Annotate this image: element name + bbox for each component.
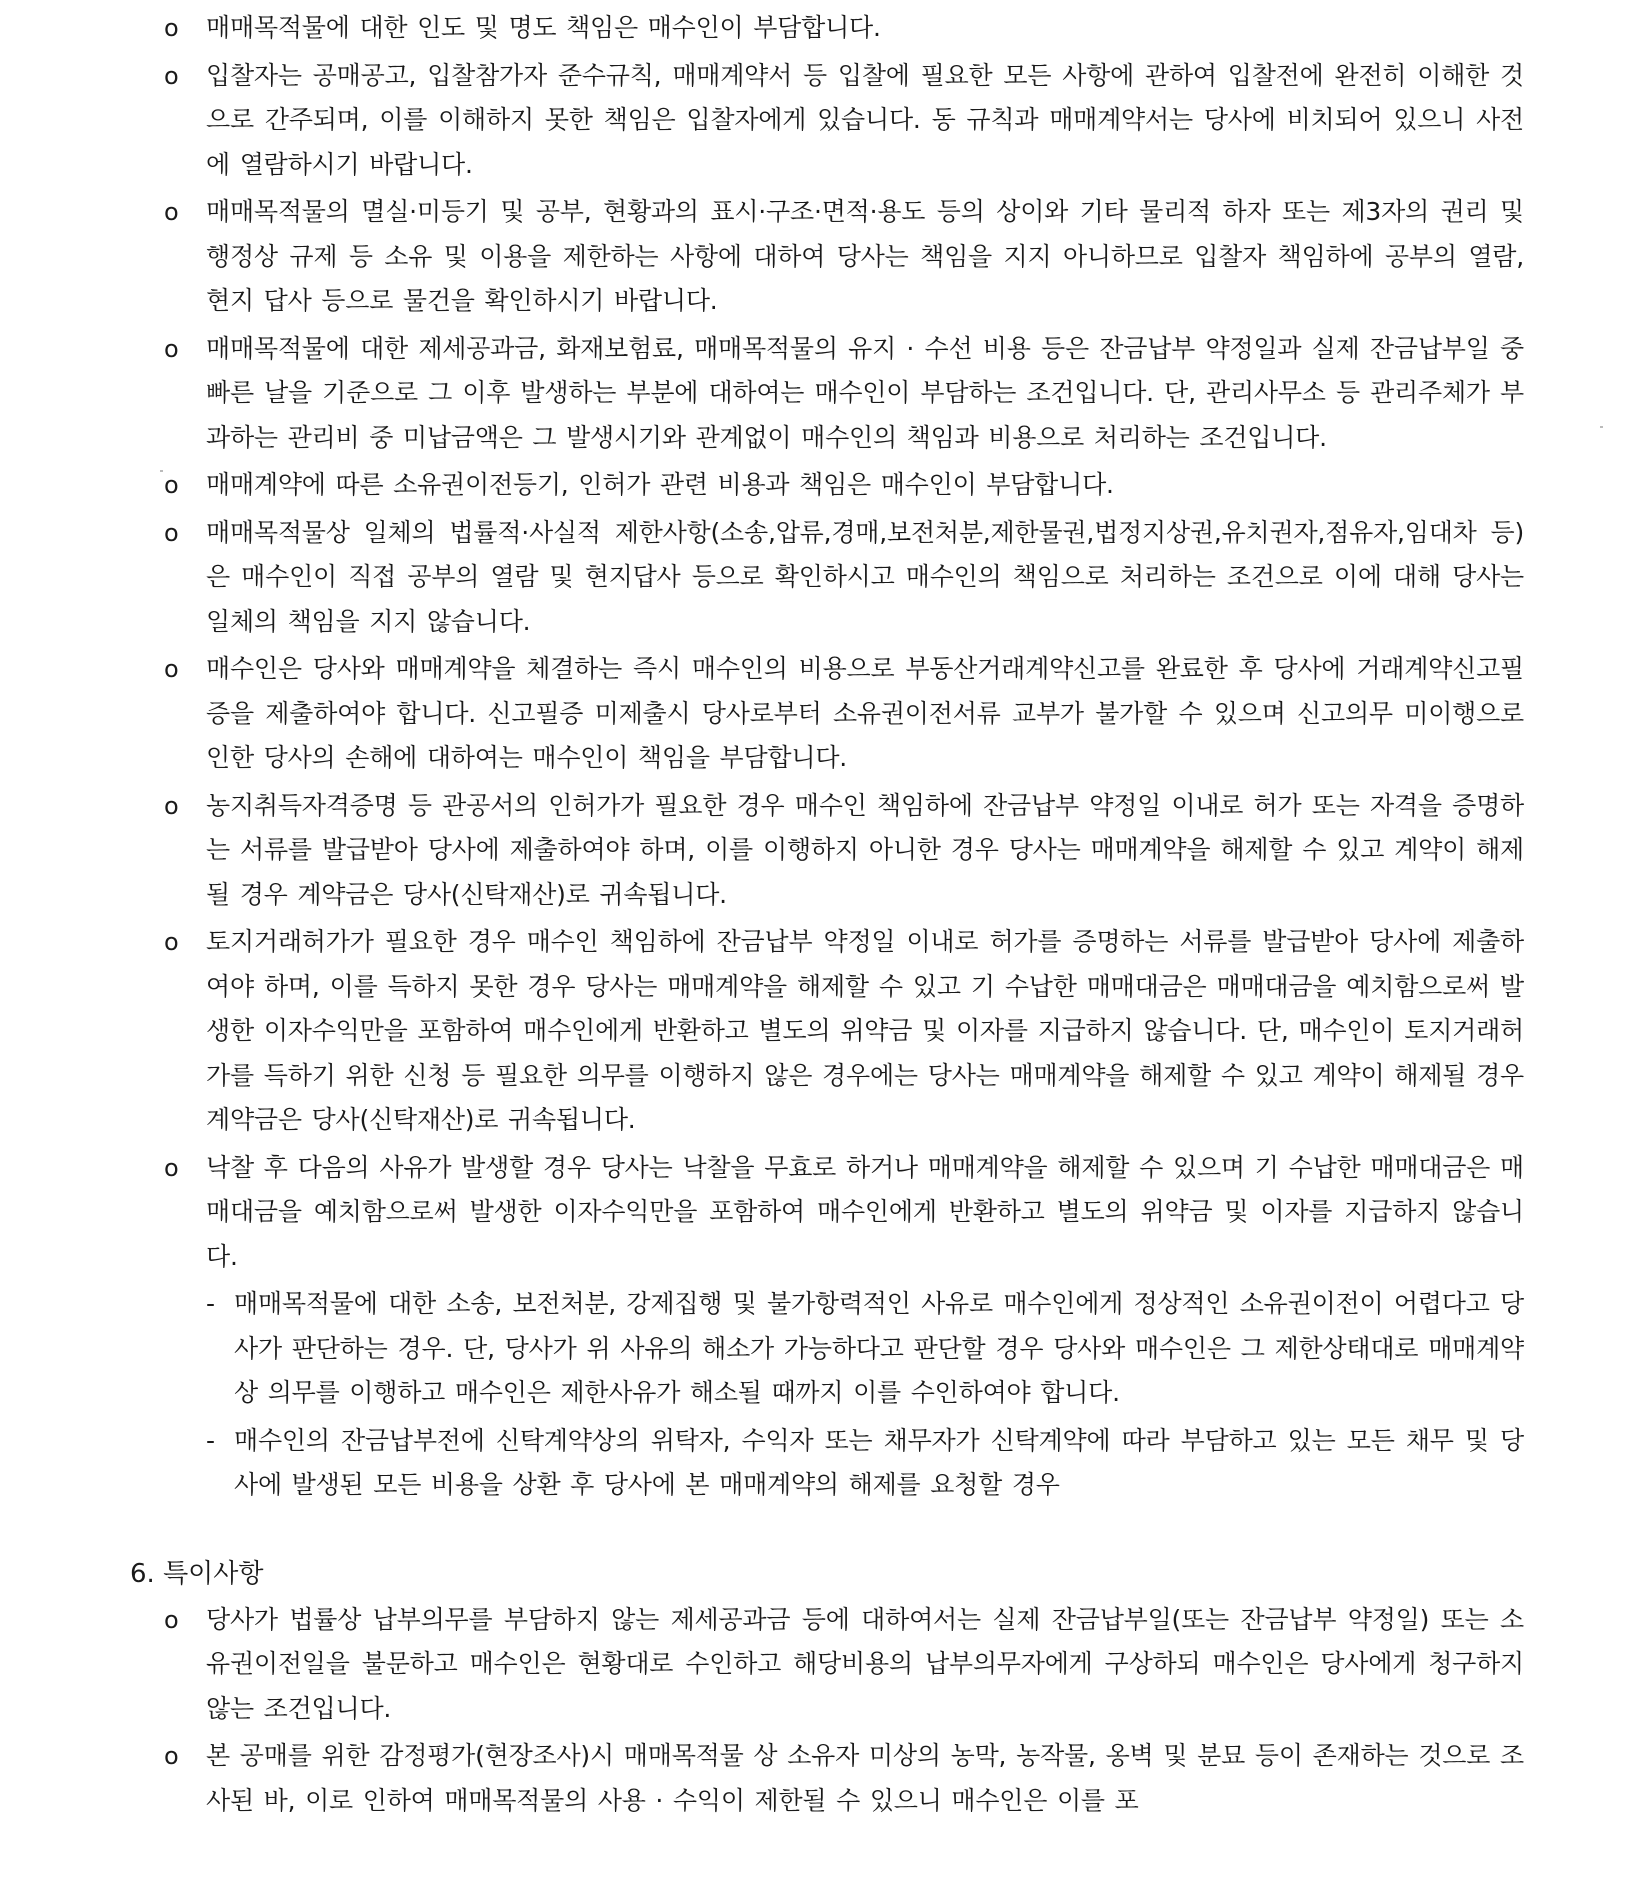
sub-list-item xyxy=(164,1419,1524,1508)
list-item xyxy=(164,54,1524,188)
list-item xyxy=(164,647,1524,781)
dash-icon: - xyxy=(206,1289,216,1318)
document-body xyxy=(130,6,1524,1826)
sub-list-item xyxy=(164,1282,1524,1416)
section-heading: 6. 특이사항 xyxy=(130,1558,264,1589)
bullet-icon: o xyxy=(164,655,179,683)
list-item-text: 당사가 법률상 납부의무를 부담하지 않는 제세공과금 등에 대하여서는 실제 잔금납부일(또는 잔금납부 약정일) 또는 소유권이전일을 불문하고 매수인은 현황대로 수인하고 해당비용의 납부의무자에게 구상하되 매수인은 당사에게 청구하지 않는 조건입니다. xyxy=(206,1604,1524,1723)
list-item xyxy=(164,6,1524,51)
list-item xyxy=(164,920,1524,1143)
list-item-text: 매매목적물에 대한 제세공과금, 화재보험료, 매매목적물의 유지 · 수선 비용 등은 잔금납부 약정일과 실제 잔금납부일 중 빠른 날을 기준으로 그 이후 발생하는 부분에 대하여는 매수인이 부담하는 조건입니다. 단, 관리사무소 등 관리주체가 부과하는 관리비 중 미납금액은 그 발생시기와 관계없이 매수인의 책임과 비용으로 처리하는 조건입니다. xyxy=(206,333,1524,452)
list-item xyxy=(164,190,1524,324)
bullet-icon: o xyxy=(164,14,179,42)
list-item-text: 입찰자는 공매공고, 입찰참가자 준수규칙, 매매계약서 등 입찰에 필요한 모든 사항에 관하여 입찰전에 완전히 이해한 것으로 간주되며, 이를 이해하지 못한 책임은 입찰자에게 있습니다. 동 규칙과 매매계약서는 당사에 비치되어 있으니 사전에 열람하시기 바랍니다. xyxy=(206,60,1524,179)
list-item-text: 매매목적물에 대한 인도 및 명도 책임은 매수인이 부담합니다. xyxy=(206,13,881,42)
list-item-text: 본 공매를 위한 감정평가(현장조사)시 매매목적물 상 소유자 미상의 농막, 농작물, 옹벽 및 분묘 등이 존재하는 것으로 조사된 바, 이로 인하여 매매목적물의 사용 · 수익이 제한될 수 있으니 매수인은 이를 포 xyxy=(206,1741,1524,1815)
list-item-text: 낙찰 후 다음의 사유가 발생할 경우 당사는 낙찰을 무효로 하거나 매매계약을 해제할 수 있으며 기 수납한 매매대금은 매매대금을 예치함으로써 발생한 이자수익만을 포함하여 매수인에게 반환하고 별도의 위약금 및 이자를 지급하지 않습니다. xyxy=(206,1152,1524,1271)
bullet-icon: o xyxy=(164,1153,179,1182)
list-item-text: 매매목적물의 멸실·미등기 및 공부, 현황과의 표시·구조·면적·용도 등의 상이와 기타 물리적 하자 또는 제3자의 권리 및 행정상 규제 등 소유 및 이용을 제한하는 사항에 대하여 당사는 책임을 지지 아니하므로 입찰자 책임하에 공부의 열람, 현지 답사 등으로 물건을 확인하시기 바랍니다. xyxy=(206,197,1524,315)
bullet-icon: o xyxy=(164,1742,179,1770)
bullet-icon: o xyxy=(164,471,179,499)
bullet-icon: o xyxy=(164,791,179,820)
list-item-text: 매매계약에 따른 소유권이전등기, 인허가 관련 비용과 책임은 매수인이 부담합니다. xyxy=(206,470,1114,499)
bullet-icon: o xyxy=(164,928,179,956)
sub-list-item-text: 매수인의 잔금납부전에 신탁계약상의 위탁자, 수익자 또는 채무자가 신탁계약에 따라 부담하고 있는 모든 채무 및 당사에 발생된 모든 비용을 상환 후 당사에 본 매매계약의 해제를 요청할 경우 xyxy=(234,1425,1524,1499)
list-item xyxy=(164,1146,1524,1280)
list-item xyxy=(164,784,1524,918)
list-item-text: 토지거래허가가 필요한 경우 매수인 책임하에 잔금납부 약정일 이내로 허가를 증명하는 서류를 발급받아 당사에 제출하여야 하며, 이를 득하지 못한 경우 당사는 매매계약을 해제할 수 있고 기 수납한 매매대금은 매매대금을 예치함으로써 발생한 이자수익만을 포함하여 매수인에게 반환하고 별도의 위약금 및 이자를 지급하지 않습니다. 단, 매수인이 토지거래허가를 득하기 위한 신청 등 필요한 의무를 이행하지 않은 경우에는 당사는 매매계약을 해제할 수 있고 계약이 해제될 경우 계약금은 당사(신탁재산)로 귀속됩니다. xyxy=(206,927,1524,1134)
bullet-icon: o xyxy=(164,518,179,547)
scan-speck xyxy=(1600,426,1603,428)
list-item xyxy=(164,1598,1524,1732)
list-item-text: 매매목적물상 일체의 법률적·사실적 제한사항(소송,압류,경매,보전처분,제한물권,법정지상권,유치권자,점유자,임대차 등)은 매수인이 직접 공부의 열람 및 현지답사 등으로 확인하시고 매수인의 책임으로 처리하는 조건으로 이에 대해 당사는 일체의 책임을 지지 않습니다. xyxy=(206,517,1524,636)
list-item xyxy=(164,463,1524,508)
scan-speck xyxy=(160,470,163,472)
list-item xyxy=(164,511,1524,645)
sub-list-item-text: 매매목적물에 대한 소송, 보전처분, 강제집행 및 불가항력적인 사유로 매수인에게 정상적인 소유권이전이 어렵다고 당사가 판단하는 경우. 단, 당사가 위 사유의 해소가 가능하다고 판단할 경우 당사와 매수인은 그 제한상태대로 매매계약상 의무를 이행하고 매수인은 제한사유가 해소될 때까지 이를 수인하여야 합니다. xyxy=(234,1289,1524,1407)
list-item-text: 매수인은 당사와 매매계약을 체결하는 즉시 매수인의 비용으로 부동산거래계약신고를 완료한 후 당사에 거래계약신고필증을 제출하여야 합니다. 신고필증 미제출시 당사로부터 소유권이전서류 교부가 불가할 수 있으며 신고의무 미이행으로 인한 당사의 손해에 대하여는 매수인이 책임을 부담합니다. xyxy=(206,654,1524,772)
bullet-icon: o xyxy=(164,334,179,363)
list-item-text: 농지취득자격증명 등 관공서의 인허가가 필요한 경우 매수인 책임하에 잔금납부 약정일 이내로 허가 또는 자격을 증명하는 서류를 발급받아 당사에 제출하여야 하며, 이를 이행하지 아니한 경우 당사는 매매계약을 해제할 수 있고 계약이 해제될 경우 계약금은 당사(신탁재산)로 귀속됩니다. xyxy=(206,790,1524,909)
dash-icon: - xyxy=(206,1425,216,1455)
list-item xyxy=(164,327,1524,461)
bullet-icon: o xyxy=(164,1605,179,1634)
bullet-icon: o xyxy=(164,198,179,226)
bullet-icon: o xyxy=(164,61,179,90)
list-item xyxy=(164,1734,1524,1823)
